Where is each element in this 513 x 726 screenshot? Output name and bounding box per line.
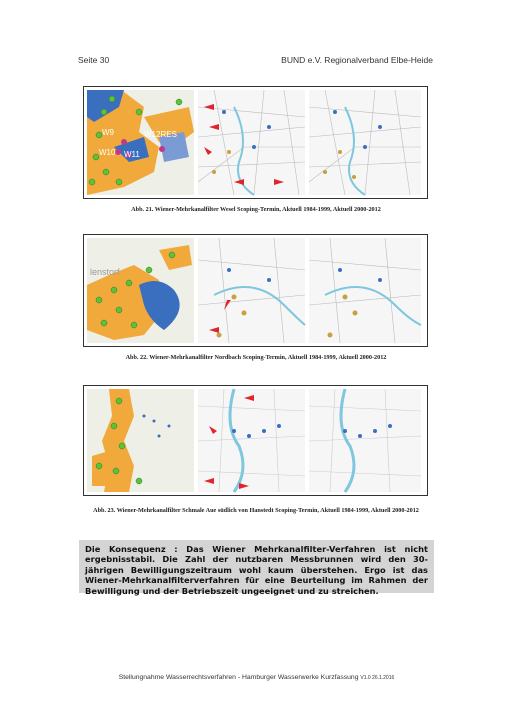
figure-23 [83, 385, 428, 496]
figure-21-caption: Abb. 21. Wiener-Mehrkanalfilter Wesel Scoping-Termin, Aktuell 1984-1999, Aktuell 2000-2012 [131, 206, 381, 213]
well-label-w11: W11 [124, 150, 140, 159]
well-label-w10: W10 [99, 148, 116, 157]
organization-name: BUND e.V. Regionalverband Elbe-Heide [281, 55, 433, 65]
page-footer [0, 674, 513, 681]
scoping-map-panel [87, 389, 194, 492]
place-label: lenstorf [90, 267, 120, 277]
figure-23-caption: Abb. 23. Wiener-Mehrkanalfilter Schmale Aue südlich von Hanstedt Scoping-Termin, Aktuell 1984-1999, Aktuell 2000-2012 [93, 507, 419, 514]
scoping-map-panel [87, 238, 194, 343]
figure-22-caption: Abb. 22. Wiener-Mehrkanalfilter Nordbach Scoping-Termin, Aktuell 1984-1999, Aktuell 2000-2012 [125, 354, 387, 361]
map-2000-2012-panel [309, 90, 421, 195]
map-1984-1999-panel [198, 389, 305, 492]
footer-text: Stellungnahme Wasserrechtsverfahren - Hamburger Wasserwerke Kurzfassung [118, 674, 359, 681]
figure-21 [83, 86, 428, 199]
figure-22 [83, 234, 428, 347]
footer-version: V1.0 26.1.2016 [360, 675, 395, 681]
well-label-w12res: W12RES [144, 130, 177, 139]
map-1984-1999-panel [198, 238, 305, 343]
page-number: Seite 30 [78, 55, 110, 65]
map-2000-2012-panel [309, 238, 421, 343]
scoping-map-panel [87, 90, 194, 195]
conclusion-box: Die Konsequenz : Das Wiener Mehrkanalfilter-Verfahren ist nicht ergebnisstabil. Die Zahl der nutzbaren Messbrunnen wird den 30-jährigen Bewilligungszeitraum wohl kaum überstehen. Ergo ist das Wiener-Mehrkanalfilterverfahren für eine Beurteilung im Rahmen der Bewilligung und der Betriebszeit ungeeignet und zu streichen. [79, 540, 434, 593]
well-label-w9: W9 [102, 128, 114, 137]
map-1984-1999-panel [198, 90, 305, 195]
map-2000-2012-panel [309, 389, 421, 492]
